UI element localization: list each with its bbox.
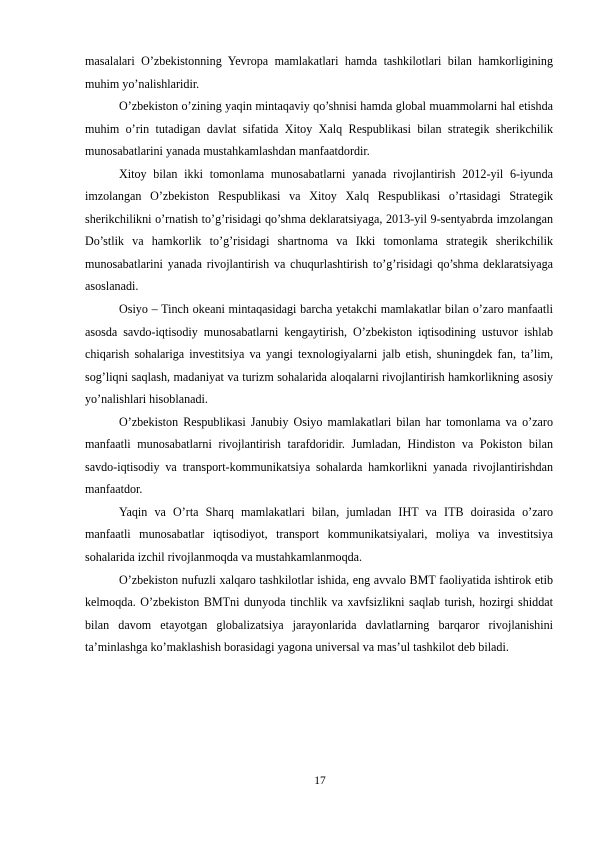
paragraph: O’zbekiston nufuzli xalqaro tashkilotlar ishida, eng avvalo BMT faoliyatida ishtirok etib kelmoqda. O’zbekiston BMTni dunyoda tinchlik va xavfsizlikni saqlab turish, hozirgi shiddat bilan davom etayotgan globalizatsiya jarayonlarida davlatlarning barqaror rivojlanishini ta’minlashga ko’maklashish borasidagi yagona universal va mas’ul tashkilot deb biladi. bbox=[85, 572, 553, 655]
page-number: 17 bbox=[314, 775, 326, 787]
paragraph: O’zbekiston Respublikasi Janubiy Osiyo mamlakatlari bilan har tomonlama va o’zaro manfaatli munosabatlarni rivojlantirish tarafdoridir. Jumladan, Hindiston va Pokiston bilan savdo-iqtisodiy va transport-kommunikatsiya sohalarda hamkorlikni yanada rivojlantirishdan manfaatdor. bbox=[85, 414, 553, 497]
paragraph: Osiyo – Tinch okeani mintaqasidagi barcha yetakchi mamlakatlar bilan o’zaro manfaatli asosda savdo-iqtisodiy munosabatlarni kengaytirish, O’zbekiston iqtisodining ustuvor ishlab chiqarish sohalariga investitsiya va yangi texnologiyalarni jalb etish, shuningdek fan, ta’lim, sog’liqni saqlash, madaniyat va turizm sohalarida aloqalarni rivojlantirish hamkorlikning asosiy yo’nalishlari hisoblanadi. bbox=[85, 302, 553, 407]
paragraph-continued: masalalari O’zbekistonning Yevropa mamlakatlari hamda tashkilotlari bilan hamkorligining muhim yo’nalishlaridir. bbox=[85, 54, 553, 91]
paragraph: Yaqin va O’rta Sharq mamlakatlari bilan, jumladan IHT va ITB doirasida o’zaro manfaatli munosabatlar iqtisodiyot, transport kommunikatsiyalari, moliya va investitsiya sohalarida izchil rivojlanmoqda va mustahkamlanmoqda. bbox=[85, 504, 553, 565]
body-text bbox=[85, 50, 553, 659]
paragraph: O’zbekiston o’zining yaqin mintaqaviy qo’shnisi hamda global muammolarni hal etishda muhim o’rin tutadigan davlat sifatida Xitoy Xalq Respublikasi bilan strategik sherikchilik munosabatlarini yanada mustahkamlashdan manfaatdordir. bbox=[85, 99, 553, 159]
paragraph: Xitoy bilan ikki tomonlama munosabatlarni yanada rivojlantirish 2012-yil 6-iyunda imzolangan O’zbekiston Respublikasi va Xitoy Xalq Respublikasi o’rtasidagi Strategik sherikchilikni o’rnatish to’g’risidagi qo’shma deklaratsiyaga, 2013-yil 9-sentyabrda imzolangan Do’stlik va hamkorlik to’g’risidagi shartnoma va Ikki tomonlama strategik sherikchilik munosabatlarini yanada rivojlantirish va chuqurlashtirish to’g’risidagi qo’shma deklaratsiyaga asoslanadi. bbox=[85, 166, 553, 294]
